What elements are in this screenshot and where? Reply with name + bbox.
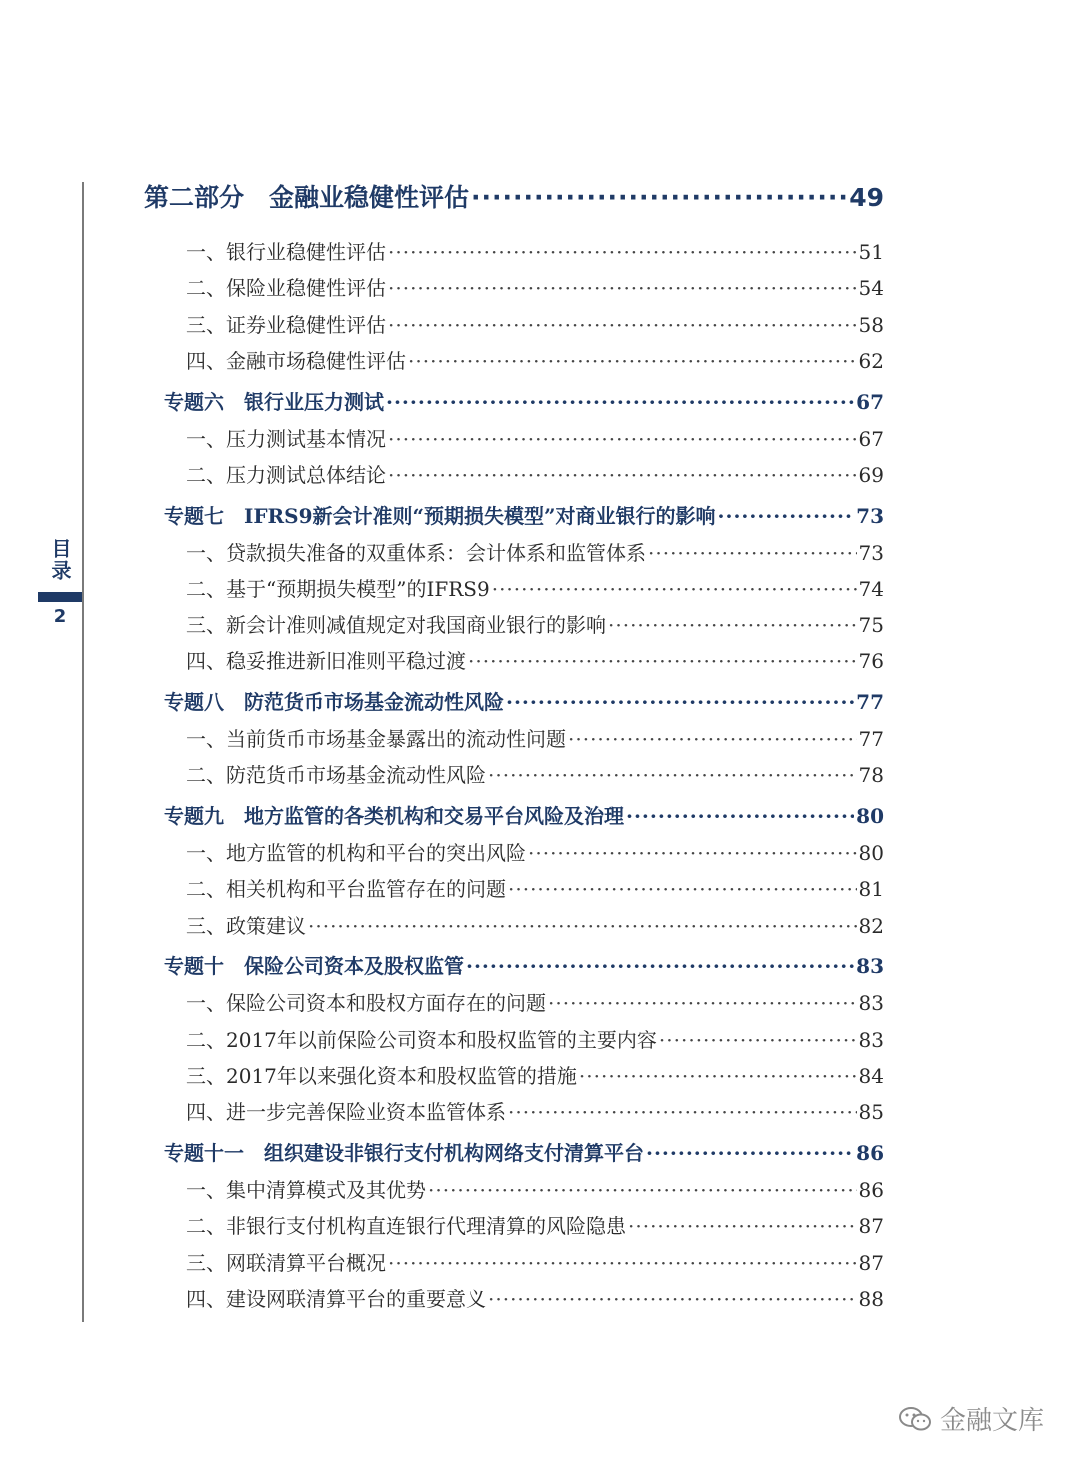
toc-entry-page: 75: [858, 613, 884, 637]
toc-part-entry[interactable]: [144, 178, 884, 214]
dot-leader: [468, 649, 857, 673]
dot-leader: [488, 763, 857, 787]
dot-leader: [388, 313, 857, 337]
watermark-text: 金融文库: [939, 1406, 1044, 1436]
toc-entry-page: 74: [858, 577, 884, 601]
toc-entry-page: 51: [858, 240, 884, 264]
dot-leader: [508, 877, 857, 901]
dot-leader: [659, 1028, 857, 1052]
dot-leader: [648, 541, 857, 565]
toc-entry-title: 二、基于“预期损失模型”的IFRS9: [186, 577, 490, 601]
toc-entry-title: 专题八 防范货币市场基金流动性风险: [164, 690, 504, 714]
dot-leader: [579, 1064, 857, 1088]
toc-entry-page: 73: [856, 504, 884, 528]
toc-sub-entry[interactable]: [186, 645, 884, 674]
toc-entry-page: 67: [858, 427, 884, 451]
toc-sub-entry[interactable]: [186, 309, 884, 338]
toc-sub-entry[interactable]: [186, 723, 884, 752]
dot-leader: [471, 183, 847, 212]
watermark: [898, 1400, 1044, 1437]
dot-leader: [488, 1287, 857, 1311]
toc-entry-page: 83: [856, 954, 884, 978]
dot-leader: [388, 427, 857, 451]
toc-entry-title: 二、2017年以前保险公司资本和股权监管的主要内容: [186, 1028, 657, 1052]
dot-leader: [388, 276, 857, 300]
toc-sub-entry[interactable]: [186, 1247, 884, 1276]
side-rule: [82, 182, 84, 1322]
toc-sub-entry[interactable]: [186, 345, 884, 374]
toc-entry-page: 82: [858, 914, 884, 938]
section-title: 目录: [48, 538, 72, 582]
toc-entry-page: 84: [858, 1064, 884, 1088]
toc-entry-page: 87: [858, 1251, 884, 1275]
toc-entry-title: 三、2017年以来强化资本和股权监管的措施: [186, 1064, 577, 1088]
toc-entry-title: 专题六 银行业压力测试: [164, 390, 384, 414]
dot-leader: [718, 504, 855, 528]
toc-entry-page: 62: [858, 349, 884, 373]
toc-entry-page: 77: [856, 690, 884, 714]
toc-sub-entry[interactable]: [186, 910, 884, 939]
dot-leader: [608, 613, 857, 637]
toc-entry-title: 四、稳妥推进新旧准则平稳过渡: [186, 649, 466, 673]
toc-entry-title: 专题七 IFRS9新会计准则“预期损失模型”对商业银行的影响: [164, 504, 716, 528]
toc-entry-title: 二、非银行支付机构直连银行代理清算的风险隐患: [186, 1214, 626, 1238]
toc-entry-page: 83: [858, 1028, 884, 1052]
toc-entry-title: 一、集中清算模式及其优势: [186, 1178, 426, 1202]
toc-entry-page: 49: [849, 183, 884, 212]
toc-topic-entry[interactable]: [164, 800, 884, 829]
toc-sub-entry[interactable]: [186, 987, 884, 1016]
toc-sub-entry[interactable]: [186, 236, 884, 265]
dot-leader: [388, 1251, 857, 1275]
toc-entry-title: 专题九 地方监管的各类机构和交易平台风险及治理: [164, 804, 624, 828]
toc-entry-page: 69: [858, 463, 884, 487]
toc-sub-entry[interactable]: [186, 537, 884, 566]
dot-leader: [626, 804, 854, 828]
toc-entry-page: 78: [858, 763, 884, 787]
toc-sub-entry[interactable]: [186, 459, 884, 488]
toc-entry-page: 76: [858, 649, 884, 673]
toc-entry-page: 88: [858, 1287, 884, 1311]
dot-leader: [386, 390, 854, 414]
toc-entry-page: 85: [858, 1100, 884, 1124]
toc-topic-entry[interactable]: [164, 386, 884, 415]
toc-entry-page: 80: [858, 841, 884, 865]
toc-entry-title: 四、建设网联清算平台的重要意义: [186, 1287, 486, 1311]
dot-leader: [548, 991, 857, 1015]
toc-entry-title: 一、当前货币市场基金暴露出的流动性问题: [186, 727, 566, 751]
toc-entry-title: 一、银行业稳健性评估: [186, 240, 386, 264]
toc-sub-entry[interactable]: [186, 1283, 884, 1312]
toc-sub-entry[interactable]: [186, 759, 884, 788]
toc-sub-entry[interactable]: [186, 573, 884, 602]
toc-entry-page: 67: [856, 390, 884, 414]
toc-entry-page: 86: [858, 1178, 884, 1202]
toc-entry-title: 三、新会计准则减值规定对我国商业银行的影响: [186, 613, 606, 637]
toc-entry-title: 专题十 保险公司资本及股权监管: [164, 954, 464, 978]
toc-sub-entry[interactable]: [186, 873, 884, 902]
side-section-label: [38, 538, 82, 628]
toc-entry-title: 一、压力测试基本情况: [186, 427, 386, 451]
dot-leader: [388, 240, 857, 264]
toc-entry-title: 一、贷款损失准备的双重体系：会计体系和监管体系: [186, 541, 646, 565]
toc-sub-entry[interactable]: [186, 1096, 884, 1125]
toc-entry-title: 四、进一步完善保险业资本监管体系: [186, 1100, 506, 1124]
toc-entry-title: 一、地方监管的机构和平台的突出风险: [186, 841, 526, 865]
toc-sub-entry[interactable]: [186, 1210, 884, 1239]
page-number: 2: [53, 606, 67, 627]
toc-topic-entry[interactable]: [164, 500, 884, 529]
toc-entry-page: 54: [858, 276, 884, 300]
dot-leader: [408, 349, 857, 373]
dot-leader: [528, 841, 857, 865]
toc-entry-title: 二、压力测试总体结论: [186, 463, 386, 487]
toc-topic-entry[interactable]: [164, 686, 884, 715]
toc-sub-entry[interactable]: [186, 1174, 884, 1203]
toc-entry-title: 三、网联清算平台概况: [186, 1251, 386, 1275]
toc-entry-title: 三、政策建议: [186, 914, 306, 938]
toc-entry-page: 86: [856, 1141, 884, 1165]
toc-entry-title: 二、保险业稳健性评估: [186, 276, 386, 300]
toc-sub-entry[interactable]: [186, 272, 884, 301]
toc-entry-title: 二、防范货币市场基金流动性风险: [186, 763, 486, 787]
toc-sub-entry[interactable]: [186, 423, 884, 452]
toc-entry-title: 专题十一 组织建设非银行支付机构网络支付清算平台: [164, 1141, 644, 1165]
toc-sub-entry[interactable]: [186, 837, 884, 866]
dot-leader: [388, 463, 857, 487]
toc-entry-page: 81: [858, 877, 884, 901]
wechat-icon: [898, 1405, 932, 1433]
section-bar: [38, 592, 82, 602]
dot-leader: [492, 577, 857, 601]
dot-leader: [568, 727, 857, 751]
toc-entry-page: 73: [858, 541, 884, 565]
toc-entry-title: 四、金融市场稳健性评估: [186, 349, 406, 373]
toc-entry-title: 第二部分 金融业稳健性评估: [144, 183, 470, 212]
dot-leader: [428, 1178, 857, 1202]
toc-entry-page: 87: [858, 1214, 884, 1238]
toc-entry-title: 一、保险公司资本和股权方面存在的问题: [186, 991, 546, 1015]
dot-leader: [628, 1214, 857, 1238]
dot-leader: [646, 1141, 854, 1165]
toc-entry-title: 三、证券业稳健性评估: [186, 313, 386, 337]
toc-sub-entry[interactable]: [186, 1060, 884, 1089]
toc-entry-page: 77: [858, 727, 884, 751]
toc-entry-page: 58: [858, 313, 884, 337]
toc-sub-entry[interactable]: [186, 1024, 884, 1053]
dot-leader: [308, 914, 857, 938]
toc-entry-page: 80: [856, 804, 884, 828]
toc-topic-entry[interactable]: [164, 1137, 884, 1166]
toc-entry-title: 二、相关机构和平台监管存在的问题: [186, 877, 506, 901]
toc-sub-entry[interactable]: [186, 609, 884, 638]
dot-leader: [466, 954, 854, 978]
toc-topic-entry[interactable]: [164, 950, 884, 979]
dot-leader: [506, 690, 854, 714]
toc-entry-page: 83: [858, 991, 884, 1015]
dot-leader: [508, 1100, 857, 1124]
